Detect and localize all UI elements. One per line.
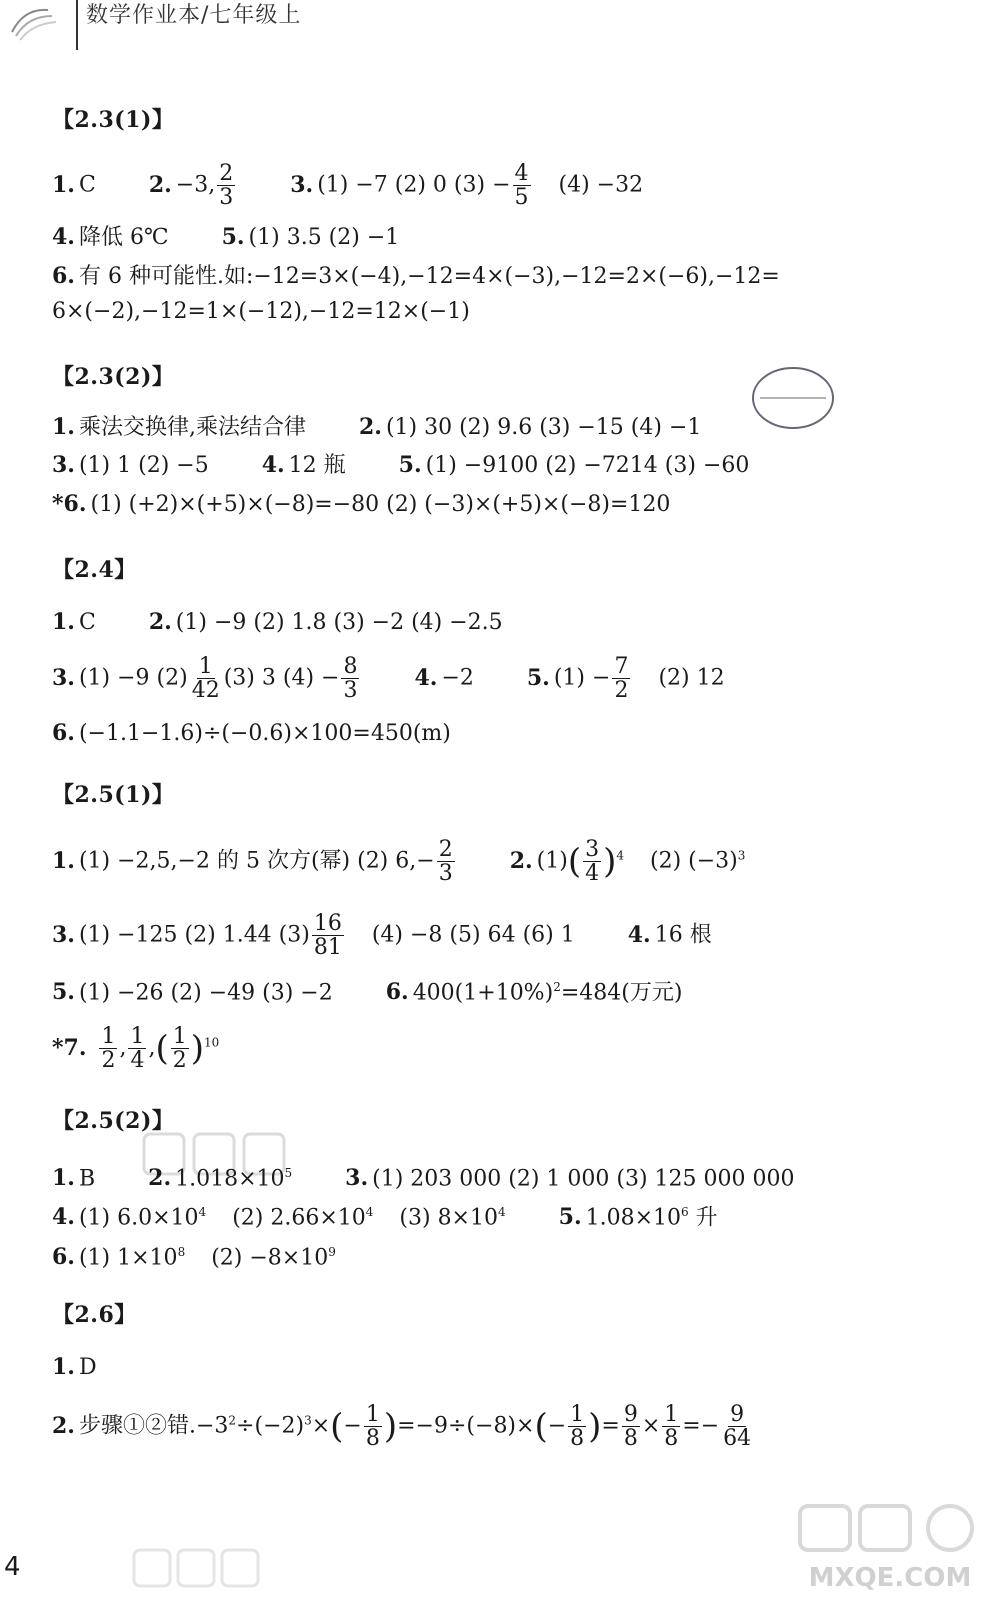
- watermark-graphic-icon: [130, 1536, 300, 1596]
- answer: 400(1+10%): [412, 980, 554, 1006]
- answer: (1) −: [553, 665, 611, 691]
- fraction: $\frac{1}{8}$: [664, 1402, 679, 1452]
- question-number: 1.: [52, 1165, 75, 1192]
- section-heading: 【2.3(2)】: [52, 364, 175, 390]
- answer-line: [52, 607, 503, 638]
- page-header: [0, 0, 996, 56]
- comma: ,: [148, 1035, 156, 1061]
- answer-line: [52, 297, 470, 327]
- fraction: $\frac{3}{4}$: [585, 837, 600, 887]
- fraction: $\frac{1}{8}$: [365, 1402, 380, 1452]
- watermark-text: MXQE.COM: [808, 1563, 972, 1593]
- answer: 步骤①②错.−3: [78, 1413, 229, 1439]
- answer-line: [52, 412, 701, 443]
- answer: (2) 12: [658, 665, 725, 691]
- answer-line: [52, 1352, 97, 1383]
- answer: 16 根: [654, 922, 712, 948]
- answer: (1) −9 (2) 1.8 (3) −2 (4) −2.5: [175, 610, 503, 635]
- answer: (1) 1 (2) −5: [78, 453, 209, 478]
- answer: (1) −2,5,−2 的 5 次方(幂) (2) 6,−: [78, 848, 435, 874]
- fraction: $\frac{1}{8}$: [570, 1402, 585, 1452]
- answer: (1) 6.0×10: [78, 1205, 199, 1231]
- answer: (1): [536, 848, 568, 874]
- answer: 降低 6℃: [78, 225, 169, 250]
- question-number: 3.: [52, 921, 75, 948]
- answer: =−9÷(−8)×: [397, 1413, 535, 1439]
- question-number: 4.: [261, 452, 285, 478]
- exponent: 2: [228, 1413, 237, 1428]
- section-heading: 【2.3(1)】: [52, 107, 175, 133]
- answer: (4) −32: [558, 172, 644, 198]
- exponent: 8: [177, 1245, 186, 1259]
- question-number: 1.: [52, 609, 75, 635]
- question-number: 2.: [509, 847, 533, 874]
- answer: (1) 3.5 (2) −1: [248, 225, 400, 250]
- answer-line: [52, 655, 725, 702]
- question-number: 2.: [52, 1412, 75, 1439]
- question-number: 3.: [290, 171, 314, 198]
- question-number: 2.: [148, 1165, 172, 1192]
- answer-line: 1. (1) −2,5,−2 的 5 次方(幂) (2) 6,− $\frac{2}{3}$ 2. (1)( $\frac{3}{4}$ )$^4$ (2) $(-3)^3$: [52, 837, 746, 887]
- header-title: 数学作业本/七年级上: [86, 3, 302, 28]
- exponent: 4: [365, 1205, 374, 1219]
- question-number: 1.: [52, 1354, 75, 1380]
- section-heading: 【2.5(1)】: [52, 782, 175, 808]
- answer: 6×(−2),−12=1×(−12),−12=12×(−1): [52, 299, 470, 324]
- question-number: 5.: [558, 1204, 582, 1231]
- exponent: 9: [328, 1245, 336, 1259]
- question-number: 5.: [52, 979, 75, 1006]
- question-number: 5.: [526, 664, 550, 691]
- question-number: 4.: [52, 224, 75, 250]
- exponent: 4: [498, 1205, 506, 1219]
- question-number: 4.: [627, 921, 651, 948]
- answer: (1) −26 (2) −49 (3) −2: [78, 980, 333, 1006]
- answer: (2) (−3): [650, 848, 738, 874]
- fraction: $\frac{2}{3}$: [438, 837, 453, 887]
- answer: ×: [311, 1413, 331, 1439]
- question-number: 4.: [414, 664, 438, 691]
- answer-line: *7. $\frac{1}{2}$ , $\frac{1}{4}$ ,( $\frac{1}{2}$ )$^{10}$: [52, 1024, 220, 1074]
- exponent: 4: [616, 848, 624, 863]
- answer: 1.018×10: [175, 1166, 285, 1192]
- homework-stamp-icon: [748, 362, 838, 434]
- answer: 升: [695, 1205, 718, 1231]
- answer: (3) 3 (4) −: [223, 665, 340, 691]
- question-number: 6.: [52, 720, 75, 746]
- site-watermark-logo-icon: [790, 1500, 990, 1596]
- fraction: $\frac{2}{3}$: [219, 161, 234, 211]
- question-number: 3.: [52, 452, 75, 478]
- exponent: 10: [204, 1035, 220, 1050]
- answer: =−: [682, 1413, 720, 1439]
- answer: (1) −9 (2): [78, 665, 188, 691]
- question-number: *6.: [52, 491, 87, 517]
- answer: −2: [441, 665, 474, 691]
- answer: (1) −7 (2) 0 (3) −: [317, 172, 511, 198]
- answer-line: [52, 718, 451, 749]
- fraction: $\frac{4}{5}$: [514, 161, 529, 211]
- answer: (1) (+2)×(+5)×(−8)=−80 (2) (−3)×(+5)×(−8)=120: [90, 492, 671, 517]
- question-number: 3.: [52, 664, 75, 691]
- fraction: $\frac{16}{81}$: [313, 911, 342, 961]
- question-number: *7.: [52, 1034, 87, 1061]
- answer: =: [601, 1413, 620, 1439]
- answer: =484(万元): [560, 980, 683, 1006]
- header-divider: [76, 0, 78, 50]
- answer: −3,: [175, 172, 216, 198]
- answer: 乘法交换律,乘法结合律: [78, 415, 306, 440]
- answer: D: [78, 1355, 97, 1380]
- answer: (1) −9100 (2) −7214 (3) −60: [425, 453, 750, 478]
- answer: (1) 30 (2) 9.6 (3) −15 (4) −1: [385, 415, 702, 440]
- exponent: 2: [553, 980, 561, 994]
- answer-line: [52, 912, 712, 959]
- question-number: 1.: [52, 847, 75, 874]
- page-number: 4: [4, 1552, 21, 1582]
- answer-line: [52, 1158, 795, 1194]
- answer-line: 2. 步骤①②错$.-3^2\div(-2)^3\times(-$ $\frac{1}{8}$ )=−9÷(−8)×(− $\frac{1}{8}$ )= $\frac{9}{8}$ × $\frac{1}{8}$ =− $\frac{9}{64}$: [52, 1402, 752, 1452]
- question-number: 6.: [52, 1244, 75, 1271]
- answer: (2) 2.66×10: [232, 1205, 366, 1231]
- answer-line: [52, 162, 643, 209]
- fraction: $\frac{1}{4}$: [130, 1024, 145, 1074]
- section-heading: 【2.4】: [52, 557, 137, 583]
- answer-line: [52, 1197, 718, 1233]
- question-number: 4.: [52, 1204, 75, 1231]
- exponent: 5: [284, 1166, 293, 1180]
- comma: ,: [119, 1035, 127, 1061]
- fraction: $\frac{9}{64}$: [723, 1402, 752, 1452]
- question-number: 1.: [52, 171, 75, 198]
- answer-line: [52, 261, 780, 292]
- question-number: 3.: [345, 1165, 369, 1192]
- fraction: $\frac{7}{2}$: [614, 654, 629, 704]
- exponent: 3: [737, 848, 746, 863]
- answer: (1) −125 (2) 1.44 (3): [78, 922, 310, 948]
- publisher-logo-icon: [4, 2, 68, 50]
- answer: C: [78, 610, 96, 635]
- answer: (1) 1×10: [78, 1245, 178, 1271]
- answer-line: [52, 1237, 336, 1273]
- answer: (1) 203 000 (2) 1 000 (3) 125 000 000: [372, 1166, 795, 1192]
- answer: ÷(−2): [236, 1413, 305, 1439]
- fraction: $\frac{1}{2}$: [172, 1024, 187, 1074]
- exponent: 3: [304, 1413, 312, 1428]
- answer: ×: [641, 1413, 661, 1439]
- answer-line: [52, 489, 670, 520]
- exponent: 6: [681, 1205, 689, 1219]
- fraction: $\frac{8}{3}$: [343, 654, 358, 704]
- section-heading: 【2.6】: [52, 1302, 137, 1328]
- answer: B: [78, 1166, 96, 1192]
- answer-line: [52, 972, 682, 1008]
- answer: 1.08×10: [585, 1205, 682, 1231]
- answer-line: [52, 450, 749, 481]
- fraction: $\frac{9}{8}$: [623, 1402, 638, 1452]
- answer: (2) −8×10: [211, 1245, 329, 1271]
- answer: 12 瓶: [288, 453, 346, 478]
- exponent: 4: [198, 1205, 207, 1219]
- answer: (3) 8×10: [399, 1205, 498, 1231]
- answer: (4) −8 (5) 64 (6) 1: [371, 922, 575, 948]
- question-number: 2.: [148, 171, 172, 198]
- answer: 有 6 种可能性.如:−12=3×(−4),−12=4×(−3),−12=2×(−6),−12=: [78, 264, 780, 289]
- fraction: $\frac{1}{2}$: [101, 1024, 116, 1074]
- answer-line: [52, 222, 399, 253]
- question-number: 6.: [52, 263, 75, 289]
- section-heading: 【2.5(2)】: [52, 1108, 175, 1134]
- question-number: 6.: [385, 979, 409, 1006]
- question-number: 2.: [148, 609, 172, 635]
- question-number: 2.: [358, 414, 382, 440]
- question-number: 1.: [52, 414, 75, 440]
- answer: (−1.1−1.6)÷(−0.6)×100=450(m): [78, 721, 451, 746]
- question-number: 5.: [221, 224, 245, 250]
- answer: C: [78, 172, 96, 198]
- fraction: $\frac{1}{42}$: [191, 654, 220, 704]
- question-number: 5.: [398, 452, 422, 478]
